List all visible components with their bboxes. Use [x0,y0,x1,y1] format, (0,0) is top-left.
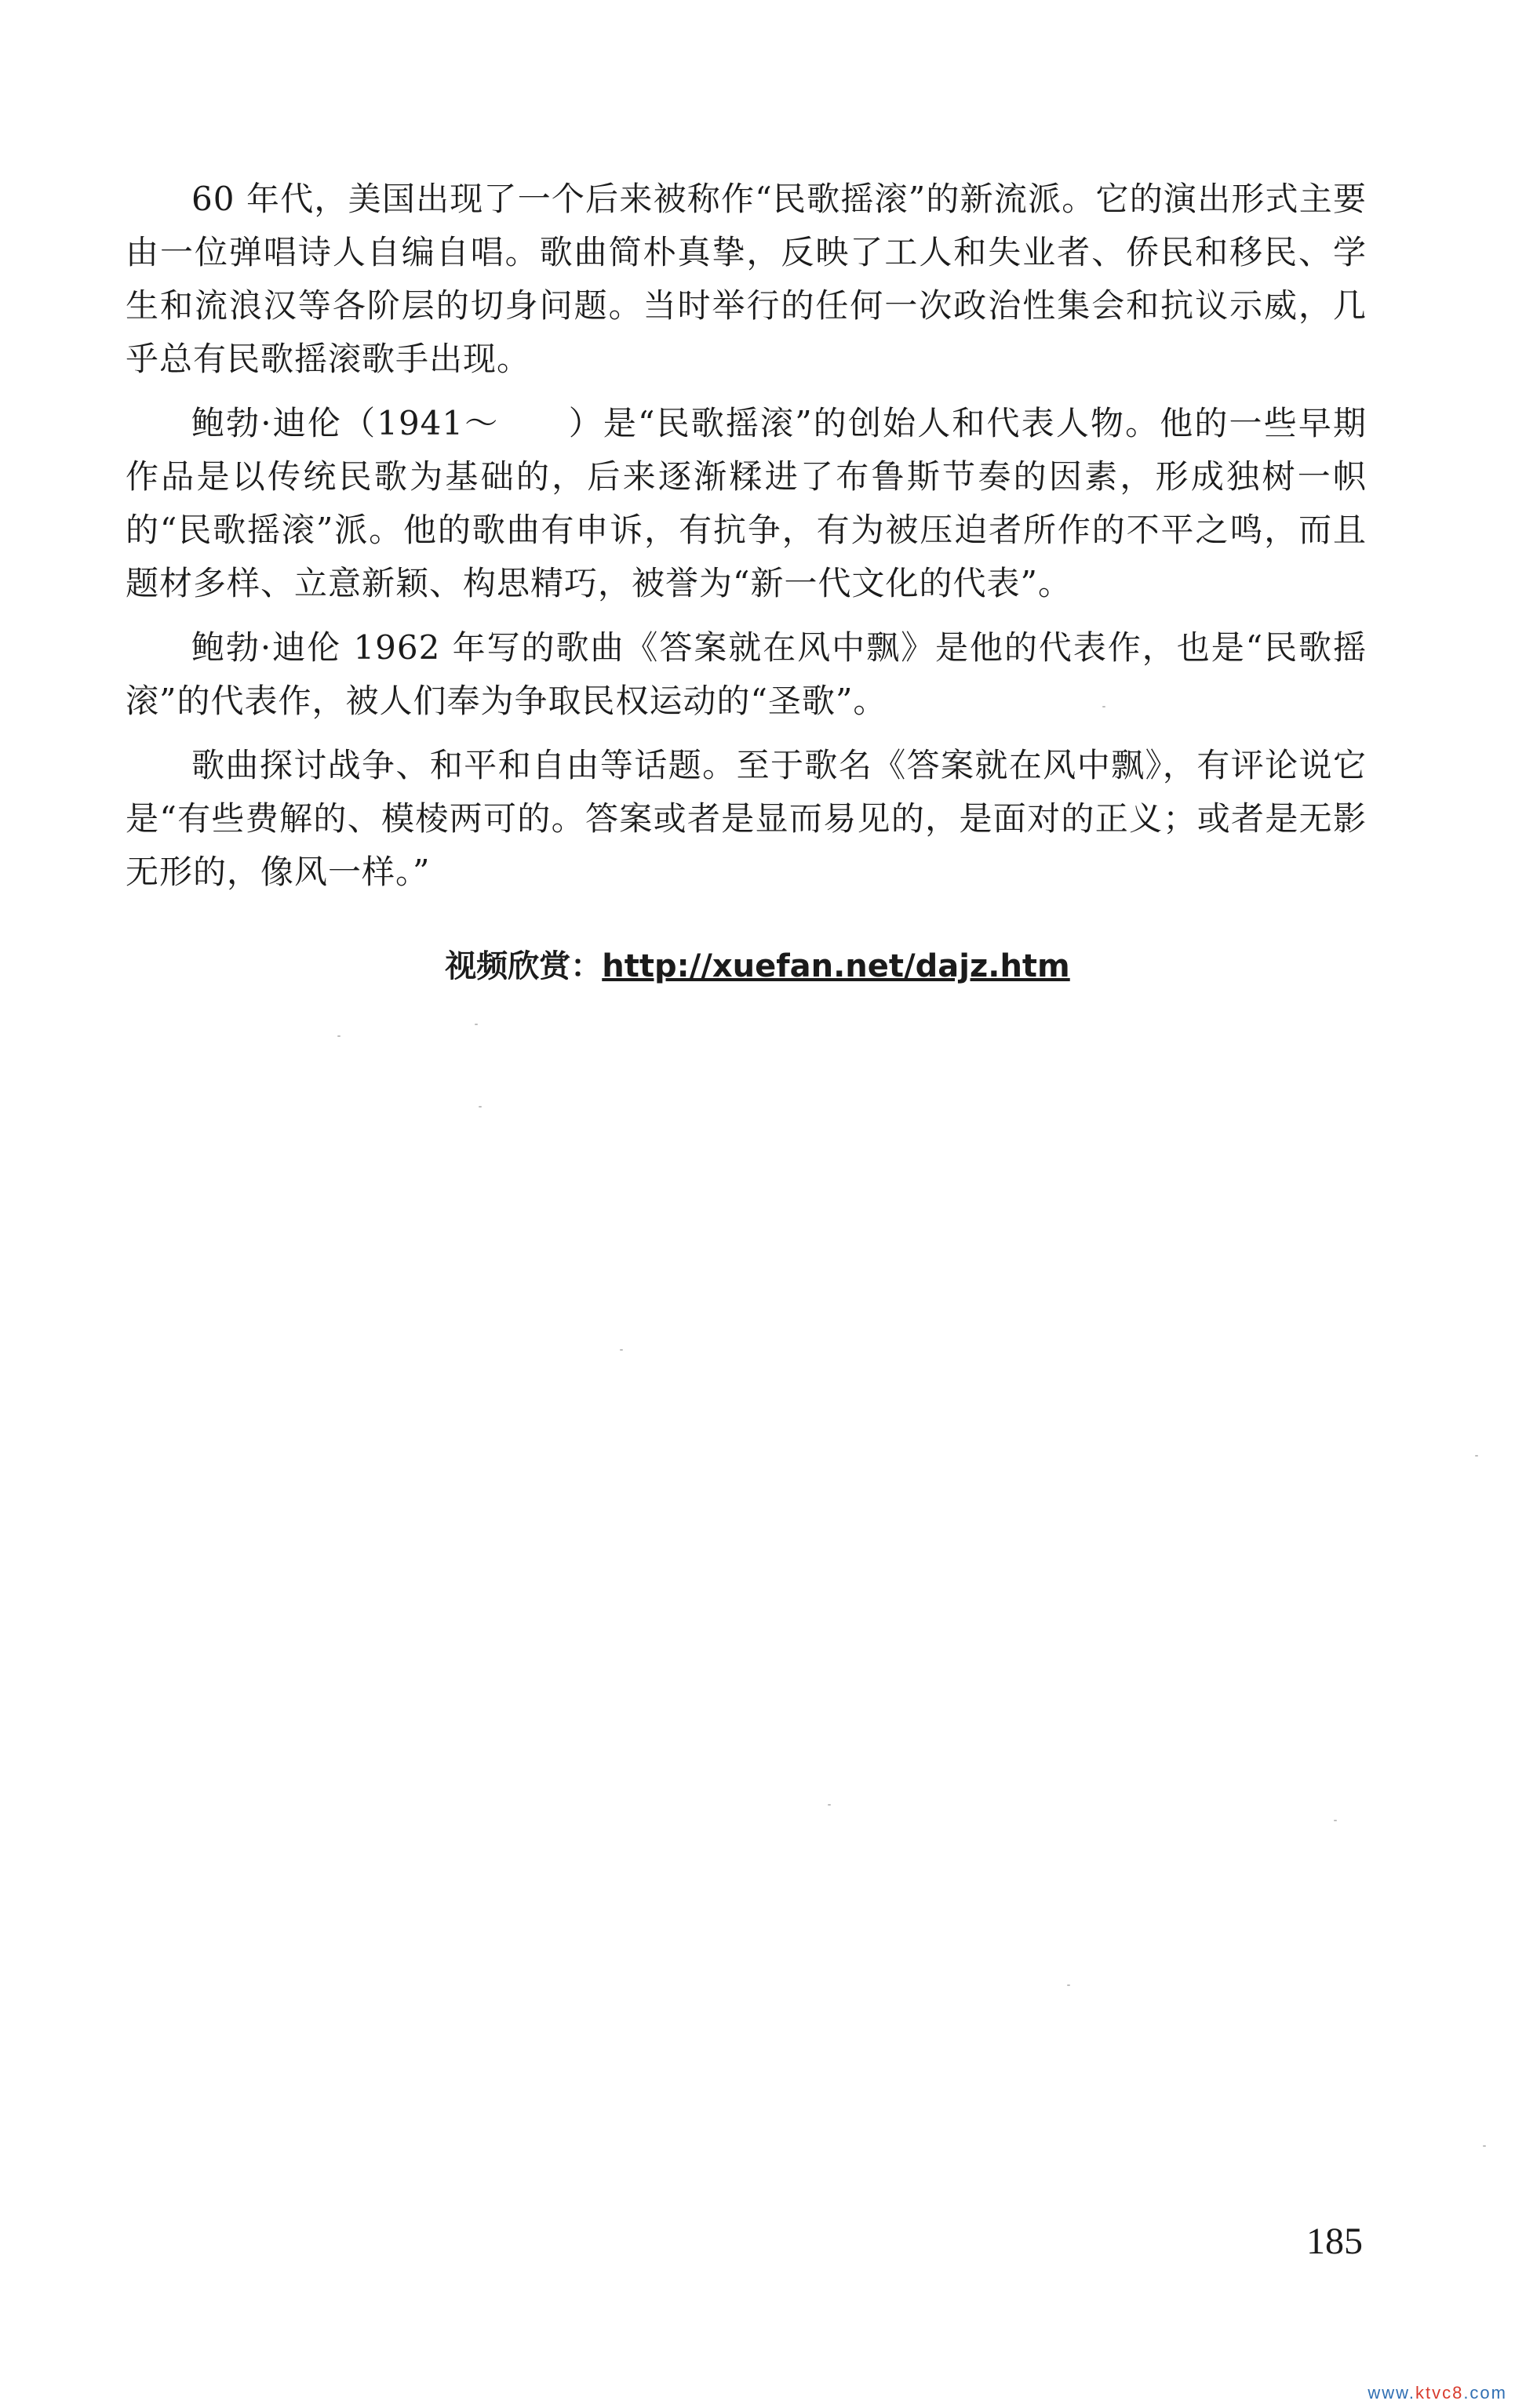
paragraph-song-themes: 歌曲探讨战争、和平和自由等话题。至于歌名《答案就在风中飘》，有评论说它是“有些费解的、模棱两可的。答案或者是显而易见的，是面对的正义；或者是无影无形的，像风一样。” [126,746,1367,891]
body-text [126,173,1367,910]
scan-speck [475,1024,478,1025]
scan-speck [1334,1820,1337,1821]
page-number: 185 [1306,2221,1363,2262]
watermark-brand: ktvc8 [1415,2383,1464,2403]
watermark-suffix: .com [1463,2383,1507,2403]
scan-speck [828,1804,831,1806]
scan-speck [1102,706,1105,707]
paragraph-blowin-in-the-wind: 鲍勃·迪伦 1962 年写的歌曲《答案就在风中飘》是他的代表作，也是“民歌摇滚”的代表作，被人们奉为争取民权运动的“圣歌”。 [126,628,1367,720]
scan-speck [479,1106,482,1108]
site-watermark [1368,2383,1507,2403]
scan-speck [620,1349,623,1351]
paragraph-bob-dylan: 鲍勃·迪伦（1941～ ）是“民歌摇滚”的创始人和代表人物。他的一些早期作品是以传统民歌为基础的，后来逐渐糅进了布鲁斯节奏的因素，形成独树一帜的“民歌摇滚”派。他的歌曲有申诉，有抗争，有为被压迫者所作的不平之鸣，而且题材多样、立意新颖、构思精巧，被誉为“新一代文化的代表”。 [126,404,1367,602]
watermark-prefix: www. [1368,2383,1415,2403]
scan-speck [1475,1455,1478,1457]
scan-speck [1067,1984,1070,1986]
video-link[interactable]: http://xuefan.net/dajz.htm [602,948,1070,984]
video-label: 视频欣赏： [445,948,603,984]
paragraph-folk-rock-intro: 60 年代，美国出现了一个后来被称作“民歌摇滚”的新流派。它的演出形式主要由一位弹唱诗人自编自唱。歌曲简朴真挚，反映了工人和失业者、侨民和移民、学生和流浪汉等各阶层的切身问题。当时举行的任何一次政治性集会和抗议示威，几乎总有民歌摇滚歌手出现。 [126,180,1367,378]
scan-speck [337,1035,341,1037]
video-reference [0,941,1515,986]
scan-speck [1483,2145,1486,2147]
